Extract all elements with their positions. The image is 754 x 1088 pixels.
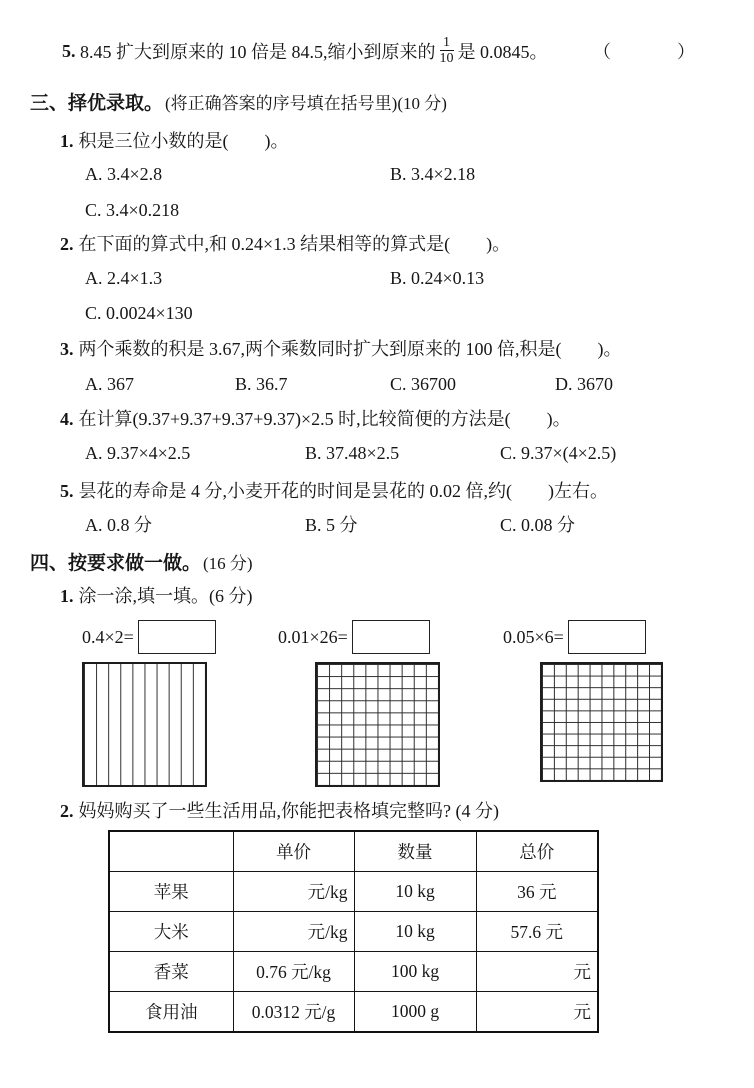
cell-apple-name: 苹果	[109, 872, 233, 912]
q2-option-c[interactable]: C. 0.0024×130	[85, 303, 193, 323]
cell-cilantro-total-blank[interactable]: 元	[476, 952, 598, 992]
q4-option-b[interactable]: B. 37.48×2.5	[305, 443, 400, 463]
q2-text: 在下面的算式中,和 0.24×1.3 结果相等的算式是( )。	[78, 234, 511, 254]
cell-oil-name: 食用油	[109, 992, 233, 1033]
q5-number: 5.	[60, 481, 74, 501]
q3-text: 两个乘数的积是 3.67,两个乘数同时扩大到原来的 100 倍,积是( )。	[78, 339, 622, 359]
section-four-points: (16 分)	[203, 554, 253, 573]
q2-options-row-1	[85, 268, 484, 290]
q3-option-c[interactable]: C. 36700	[390, 374, 457, 394]
question-text-after: 是 0.0845。	[457, 42, 548, 62]
q5-text: 昙花的寿命是 4 分,小麦开花的时间是昙花的 0.02 倍,约( )左右。	[78, 481, 608, 501]
q1-options-row-1	[85, 164, 475, 186]
q4-option-a[interactable]: A. 9.37×4×2.5	[85, 443, 191, 463]
s4q1-stem	[60, 585, 253, 608]
table-row-cooking-oil	[109, 992, 598, 1033]
q2-option-b[interactable]: B. 0.24×0.13	[390, 268, 485, 288]
table-header-quantity: 数量	[354, 831, 476, 872]
q1-text: 积是三位小数的是( )。	[78, 131, 289, 151]
table-header-item	[109, 831, 233, 872]
equation-2-label: 0.01×26=	[278, 626, 348, 647]
q5-stem	[60, 480, 608, 503]
cell-apple-unit-price-blank[interactable]: 元/kg	[233, 872, 354, 912]
section-three-header	[30, 88, 447, 115]
equation-1-label: 0.4×2=	[82, 626, 134, 647]
q2-number: 2.	[60, 234, 74, 254]
section-three-instruction: (将正确答案的序号填在括号里)(10 分)	[165, 94, 447, 113]
question-number: 5.	[62, 40, 76, 61]
cell-apple-quantity: 10 kg	[354, 872, 476, 912]
hundredths-grid-2[interactable]	[540, 662, 663, 782]
q2-options-row-2	[85, 303, 193, 325]
cell-rice-unit-price-blank[interactable]: 元/kg	[233, 912, 354, 952]
q4-text: 在计算(9.37+9.37+9.37+9.37)×2.5 时,比较简便的方法是( )。	[78, 409, 571, 429]
cell-cilantro-name: 香菜	[109, 952, 233, 992]
table-header-total-price: 总价	[476, 831, 598, 872]
hundredths-grid-1[interactable]	[315, 662, 440, 787]
q3-option-a[interactable]: A. 367	[85, 374, 134, 394]
equation-2-answer-box[interactable]	[352, 620, 430, 654]
table-row-cilantro	[109, 952, 598, 992]
cell-cilantro-quantity: 100 kg	[354, 952, 476, 992]
section-three-title: 三、择优录取。	[30, 93, 164, 114]
q2-stem	[60, 233, 510, 256]
answer-brackets[interactable]: （ ）	[593, 42, 705, 62]
q5-option-c[interactable]: C. 0.08 分	[500, 515, 576, 535]
q4-options-row	[85, 443, 616, 465]
cell-oil-total-blank[interactable]: 元	[476, 992, 598, 1033]
q1-option-c[interactable]: C. 3.4×0.218	[85, 200, 180, 220]
s4q1-text: 涂一涂,填一填。(6 分)	[78, 586, 253, 606]
cell-rice-total: 57.6 元	[476, 912, 598, 952]
q5-options-row	[85, 515, 575, 537]
s4q2-stem	[60, 800, 499, 823]
s4q2-text: 妈妈购买了一些生活用品,你能把表格填完整吗? (4 分)	[78, 801, 499, 821]
fraction-numerator: 1	[443, 35, 450, 50]
q3-stem	[60, 338, 622, 361]
equation-3-answer-box[interactable]	[568, 620, 646, 654]
equation-1-answer-box[interactable]	[138, 620, 216, 654]
table-row-rice	[109, 912, 598, 952]
q4-number: 4.	[60, 409, 74, 429]
q5-option-a[interactable]: A. 0.8 分	[85, 515, 152, 535]
q1-stem	[60, 130, 289, 153]
equation-3	[503, 620, 646, 654]
question-item-5	[62, 36, 705, 66]
q1-options-row-2	[85, 200, 179, 222]
table-row-apple	[109, 872, 598, 912]
q1-option-b[interactable]: B. 3.4×2.18	[390, 164, 476, 184]
equation-2	[278, 620, 430, 654]
q3-options-row	[85, 374, 613, 396]
section-four-header	[30, 548, 253, 575]
fraction-one-tenth	[440, 36, 454, 66]
equation-3-label: 0.05×6=	[503, 626, 564, 647]
q4-stem	[60, 408, 571, 431]
q3-option-d[interactable]: D. 3670	[555, 374, 613, 394]
question-text: 8.45 扩大到原来的 10 倍是 84.5,缩小到原来的	[80, 42, 436, 62]
q2-option-a[interactable]: A. 2.4×1.3	[85, 268, 163, 288]
cell-rice-name: 大米	[109, 912, 233, 952]
cell-oil-quantity: 1000 g	[354, 992, 476, 1033]
cell-apple-total: 36 元	[476, 872, 598, 912]
q1-number: 1.	[60, 131, 74, 151]
cell-rice-quantity: 10 kg	[354, 912, 476, 952]
cell-cilantro-unit-price: 0.76 元/kg	[233, 952, 354, 992]
equation-1	[82, 620, 216, 654]
section-four-title: 四、按要求做一做。	[30, 553, 202, 574]
table-header-unit-price: 单价	[233, 831, 354, 872]
q1-option-a[interactable]: A. 3.4×2.8	[85, 164, 163, 184]
q4-option-c[interactable]: C. 9.37×(4×2.5)	[500, 443, 617, 463]
q3-number: 3.	[60, 339, 74, 359]
s4q2-number: 2.	[60, 801, 74, 821]
cell-oil-unit-price: 0.0312 元/g	[233, 992, 354, 1033]
table-header-row	[109, 831, 598, 872]
s4q1-number: 1.	[60, 586, 74, 606]
tenths-grid[interactable]	[82, 662, 207, 787]
shopping-table	[108, 830, 599, 1033]
fraction-denominator: 10	[439, 51, 454, 66]
q5-option-b[interactable]: B. 5 分	[305, 515, 358, 535]
q3-option-b[interactable]: B. 36.7	[235, 374, 288, 394]
